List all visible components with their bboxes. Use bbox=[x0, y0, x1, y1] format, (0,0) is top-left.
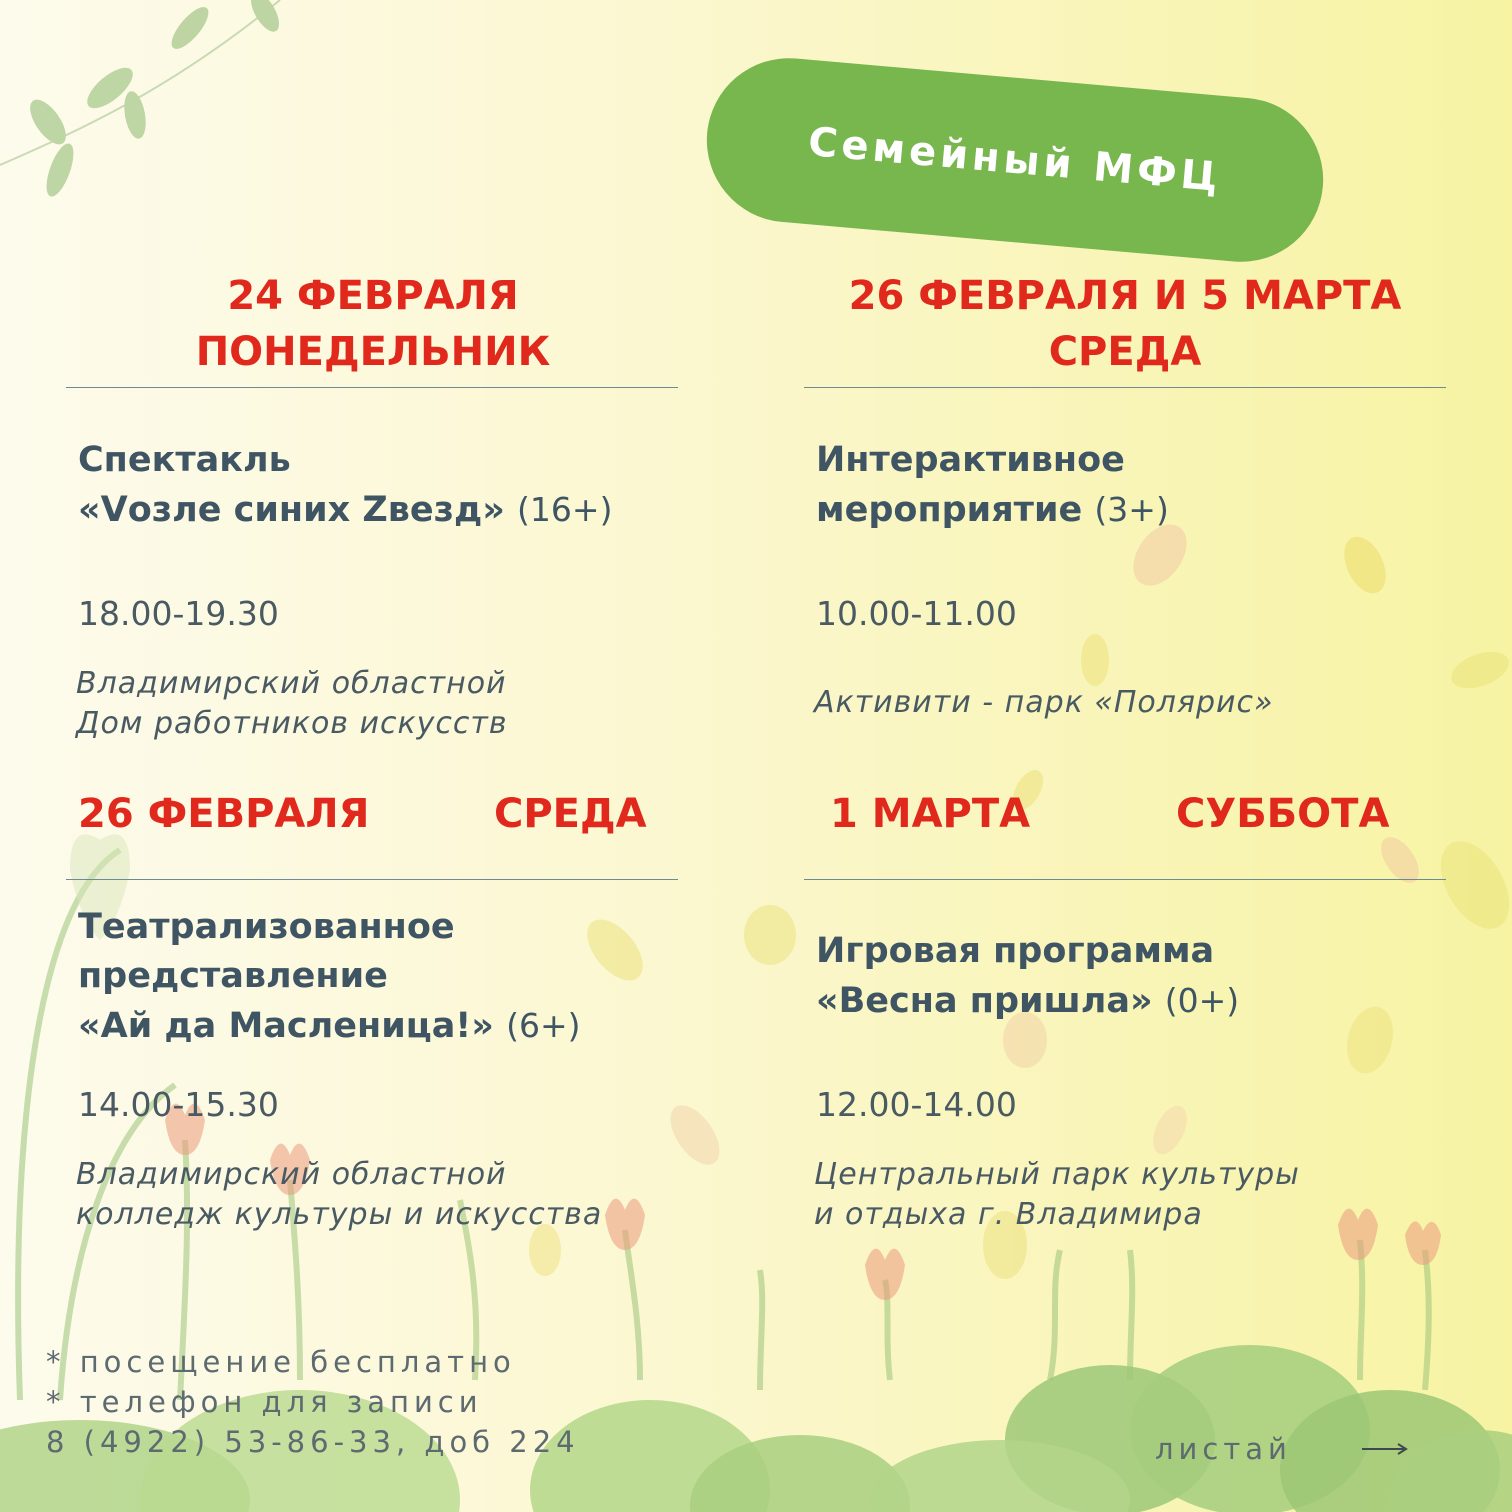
event-1-weekday: ПОНЕДЕЛЬНИК bbox=[195, 329, 551, 375]
footer-notes bbox=[46, 1342, 580, 1462]
event-3-title-quote: «Ай да Масленица!» bbox=[78, 1006, 494, 1046]
event-2-title-line: Интерактивное bbox=[816, 440, 1125, 480]
event-3-time: 14.00-15.30 bbox=[78, 1085, 279, 1124]
event-4-title-line: Игровая программа bbox=[816, 931, 1215, 971]
phone-number: 8 (4922) 53-86-33, доб 224 bbox=[46, 1425, 580, 1459]
event-1-title-quote: «Vозле синих Zвезд» bbox=[78, 490, 505, 530]
divider bbox=[66, 879, 678, 880]
event-4-age-rating: (0+) bbox=[1164, 981, 1240, 1020]
event-3-place-line: колледж культуры и искусства bbox=[76, 1197, 603, 1232]
event-2-date: 26 ФЕВРАЛЯ И 5 МАРТА bbox=[848, 273, 1402, 319]
event-1-date: 24 ФЕВРАЛЯ bbox=[227, 273, 519, 319]
event-4-title-name bbox=[816, 976, 1239, 1026]
event-3-title-name bbox=[78, 1001, 580, 1051]
event-2-place-line: Активити - парк «Полярис» bbox=[814, 685, 1274, 720]
event-3-title-line: представление bbox=[78, 956, 388, 996]
swipe-label: листай bbox=[1155, 1432, 1292, 1466]
divider bbox=[804, 879, 1446, 880]
event-4-place-line: и отдыха г. Владимира bbox=[814, 1197, 1203, 1232]
event-2-place bbox=[814, 683, 1274, 723]
event-4-place-line: Центральный парк культуры bbox=[814, 1157, 1300, 1192]
event-1-place bbox=[76, 664, 508, 744]
event-3-weekday: СРЕДА bbox=[494, 791, 647, 837]
event-3-place-line: Владимирский областной bbox=[76, 1157, 507, 1192]
event-2-age-rating: (3+) bbox=[1094, 490, 1169, 529]
event-4-weekday: СУББОТА bbox=[1176, 791, 1390, 837]
event-1-place-line: Владимирский областной bbox=[76, 666, 507, 701]
event-3-place bbox=[76, 1155, 602, 1235]
event-4-title-quote: «Весна пришла» bbox=[816, 981, 1153, 1021]
phone-label: * телефон для записи bbox=[46, 1385, 483, 1419]
event-2-weekday: СРЕДА bbox=[1048, 329, 1202, 375]
event-2-title-name bbox=[816, 485, 1169, 535]
event-1-title bbox=[78, 436, 612, 535]
event-3-title bbox=[78, 903, 580, 1051]
divider bbox=[804, 387, 1446, 388]
event-3-date: 26 ФЕВРАЛЯ bbox=[78, 791, 370, 837]
event-2-title-word: мероприятие bbox=[816, 490, 1083, 530]
event-2-time: 10.00-11.00 bbox=[816, 594, 1017, 633]
event-1-age-rating: (16+) bbox=[517, 490, 613, 529]
event-4-place bbox=[814, 1155, 1300, 1235]
event-1-title-name bbox=[78, 485, 612, 535]
arrow-right-icon bbox=[1362, 1441, 1408, 1457]
event-3-age-rating: (6+) bbox=[506, 1006, 581, 1045]
event-4-time: 12.00-14.00 bbox=[816, 1085, 1017, 1124]
event-4-date: 1 МАРТА bbox=[830, 791, 1031, 837]
event-4-title bbox=[816, 927, 1239, 1026]
event-1-time: 18.00-19.30 bbox=[78, 594, 279, 633]
event-3-title-line: Театрализованное bbox=[78, 907, 455, 947]
event-2-title bbox=[816, 436, 1169, 535]
event-1-title-line: Спектакль bbox=[78, 440, 291, 480]
badge-label: Семейный МФЦ bbox=[806, 119, 1224, 201]
event-1-place-line: Дом работников искусств bbox=[76, 706, 508, 741]
free-visit-note: * посещение бесплатно bbox=[46, 1345, 516, 1379]
vine-leaves-icon bbox=[0, 0, 285, 200]
divider bbox=[66, 387, 678, 388]
